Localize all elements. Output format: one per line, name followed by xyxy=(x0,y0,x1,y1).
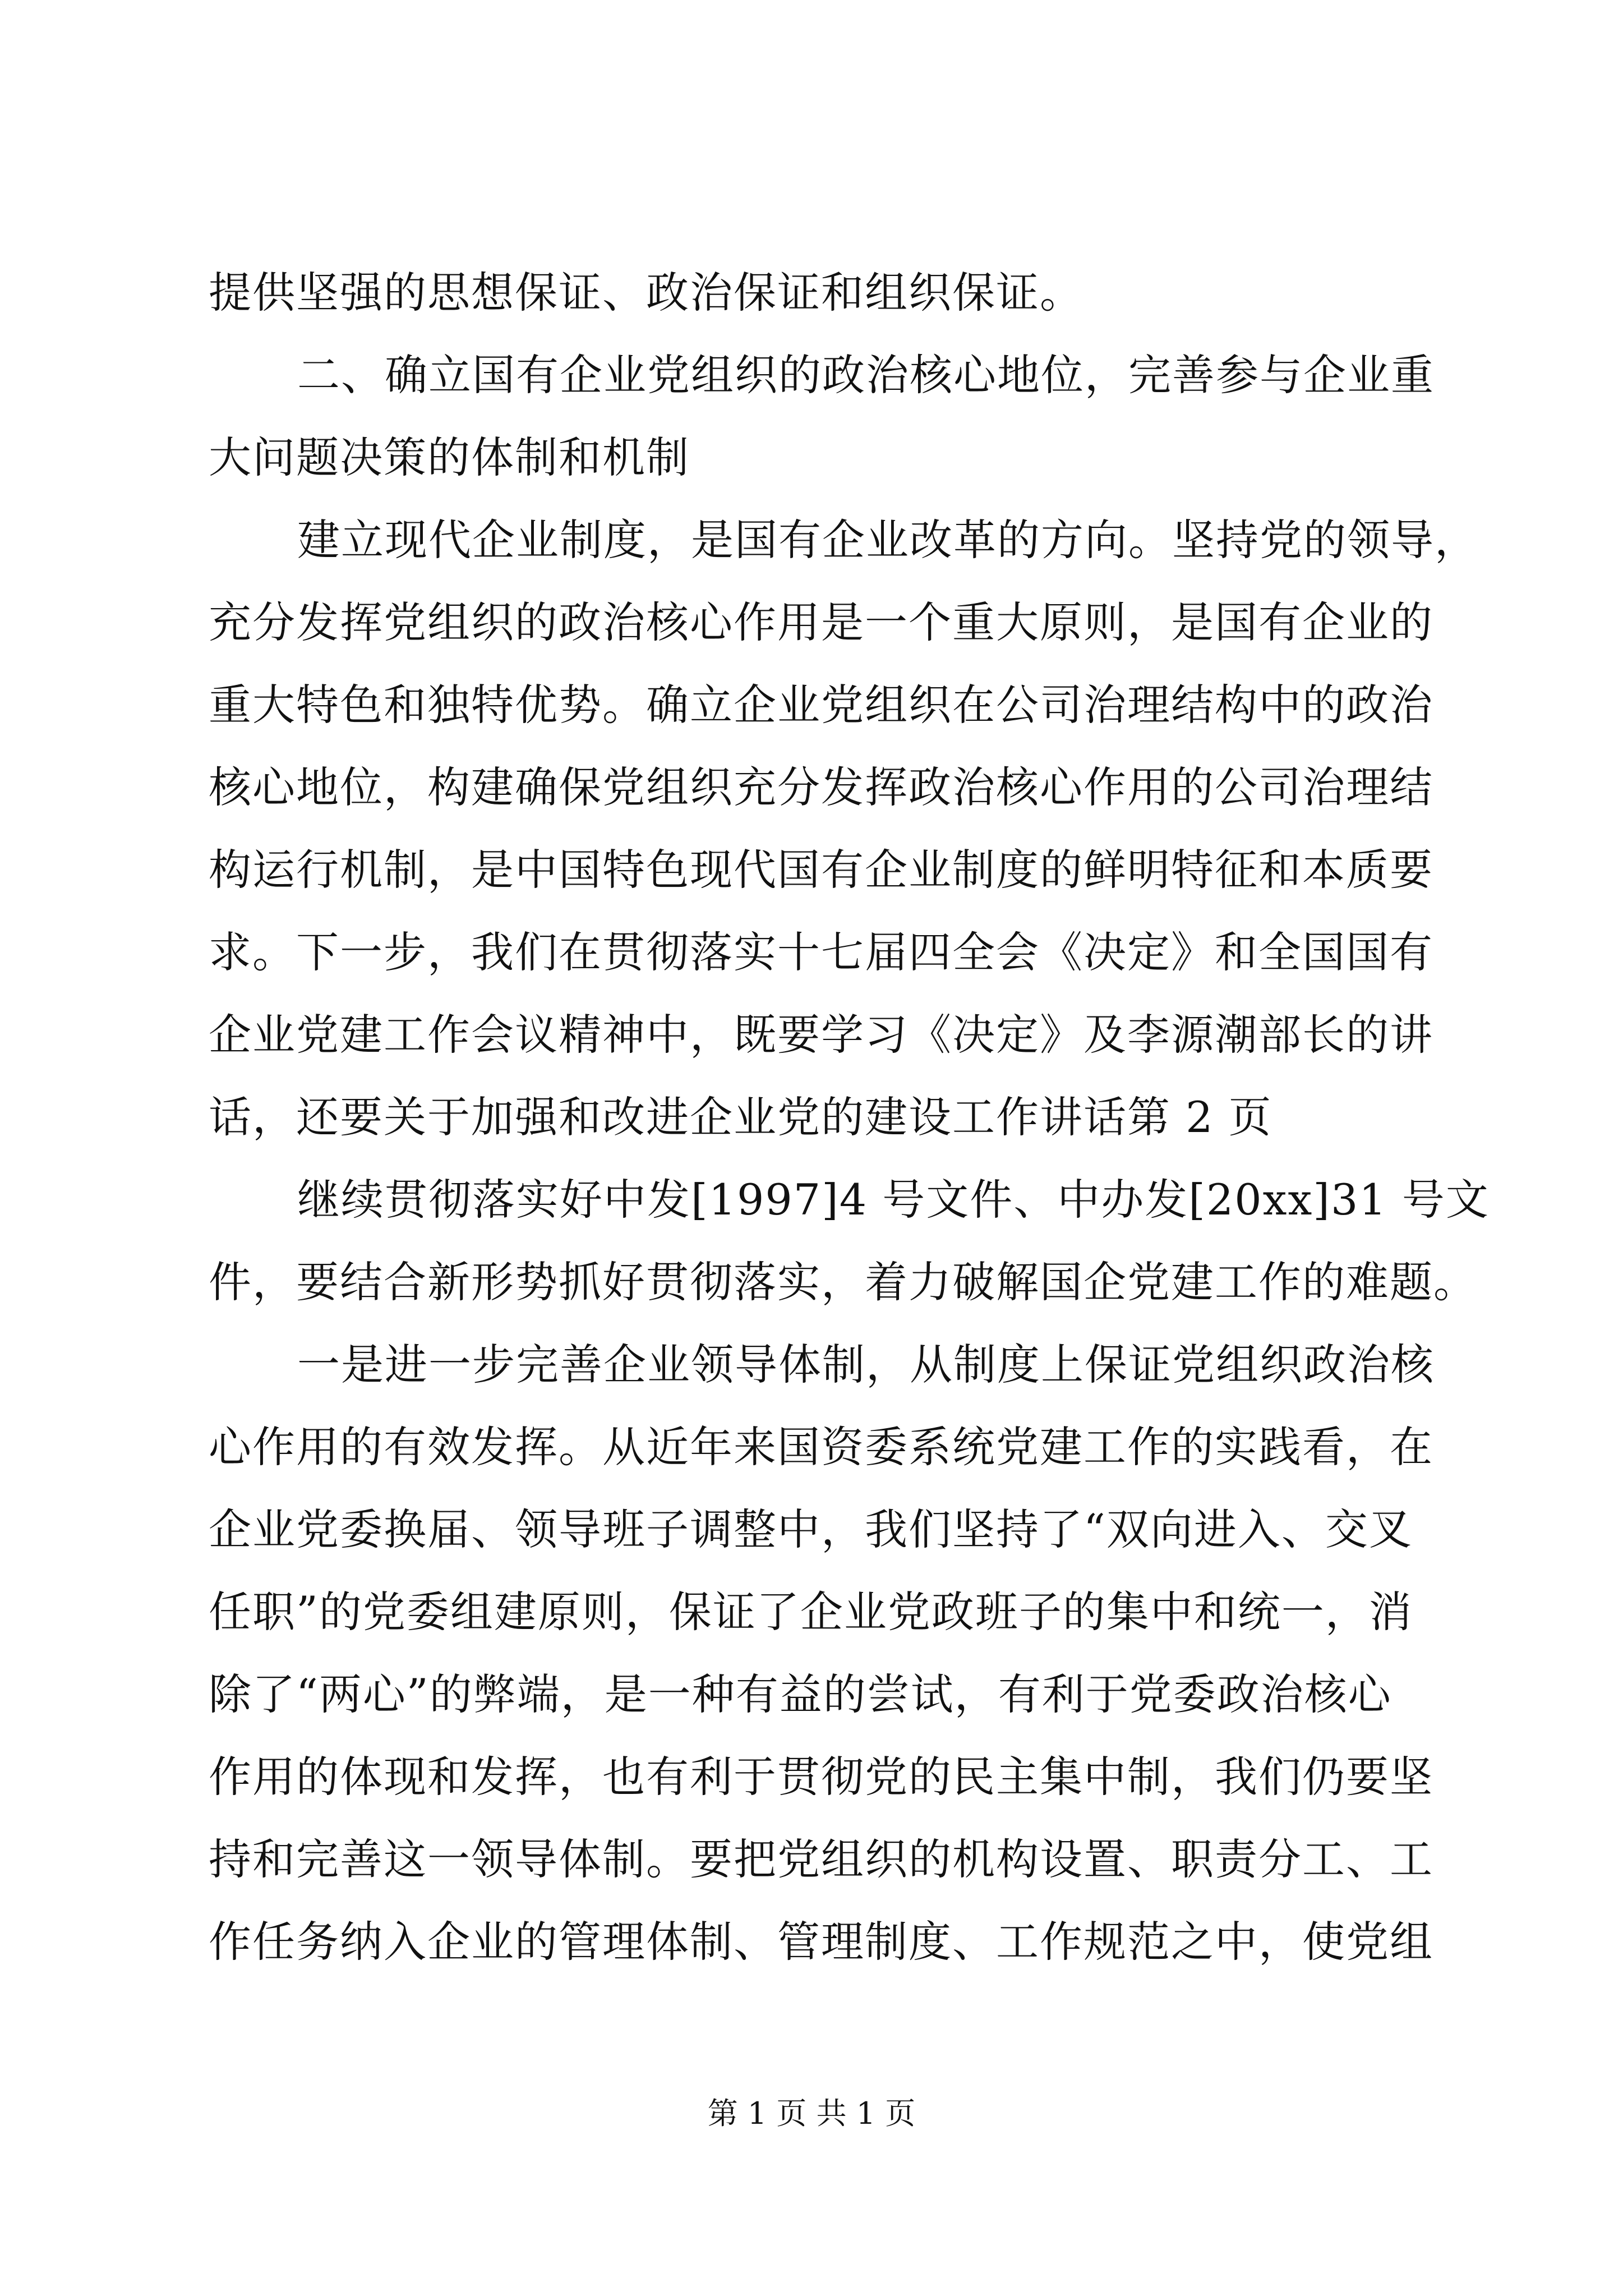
text-line: 件，要结合新形势抓好贯彻落实，着力破解国企党建工作的难题。 xyxy=(209,1257,1477,1307)
text-line: 话，还要关于加强和改进企业党的建设工作讲话第 2 页 xyxy=(209,1092,1272,1142)
section-heading-line: 二、确立国有企业党组织的政治核心地位，完善参与企业重 xyxy=(297,350,1435,400)
paragraph-first-line: 继续贯彻落实好中发[1997]4 号文件、中办发[20xx]31 号文 xyxy=(297,1175,1490,1225)
page-footer xyxy=(0,2091,1623,2136)
text-line: 核心地位，构建确保党组织充分发挥政治核心作用的公司治理结 xyxy=(209,762,1433,812)
text-line: 求。下一步，我们在贯彻落实十七届四全会《决定》和全国国有 xyxy=(209,927,1433,977)
text-line: 构运行机制，是中国特色现代国有企业制度的鲜明特征和本质要 xyxy=(209,845,1433,895)
text-line: 重大特色和独特优势。确立企业党组织在公司治理结构中的政治 xyxy=(209,680,1433,730)
text-line: 心作用的有效发挥。从近年来国资委系统党建工作的实践看，在 xyxy=(209,1422,1433,1472)
text-line: 作用的体现和发挥，也有利于贯彻党的民主集中制，我们仍要坚 xyxy=(209,1752,1433,1802)
section-heading-line: 大问题决策的体制和机制 xyxy=(209,432,690,482)
paragraph-first-line: 建立现代企业制度，是国有企业改革的方向。坚持党的领导， xyxy=(297,515,1478,565)
text-line: 企业党委换届、领导班子调整中，我们坚持了“双向进入、交叉 xyxy=(209,1504,1413,1554)
text-line: 充分发挥党组织的政治核心作用是一个重大原则，是国有企业的 xyxy=(209,597,1433,647)
text-line: 任职”的党委组建原则，保证了企业党政班子的集中和统一，消 xyxy=(209,1587,1413,1637)
text-line: 除了“两心”的弊端，是一种有益的尝试，有利于党委政治核心 xyxy=(209,1669,1392,1719)
page-number-label: 第 1 页 共 1 页 xyxy=(707,2096,916,2131)
text-line: 提供坚强的思想保证、政治保证和组织保证。 xyxy=(209,268,1083,318)
paragraph-first-line: 一是进一步完善企业领导体制，从制度上保证党组织政治核 xyxy=(297,1340,1435,1389)
text-line: 企业党建工作会议精神中，既要学习《决定》及李源潮部长的讲 xyxy=(209,1010,1433,1060)
document-body xyxy=(209,251,1490,1983)
text-line: 作任务纳入企业的管理体制、管理制度、工作规范之中，使党组 xyxy=(209,1917,1433,1967)
text-line: 持和完善这一领导体制。要把党组织的机构设置、职责分工、工 xyxy=(209,1834,1433,1884)
